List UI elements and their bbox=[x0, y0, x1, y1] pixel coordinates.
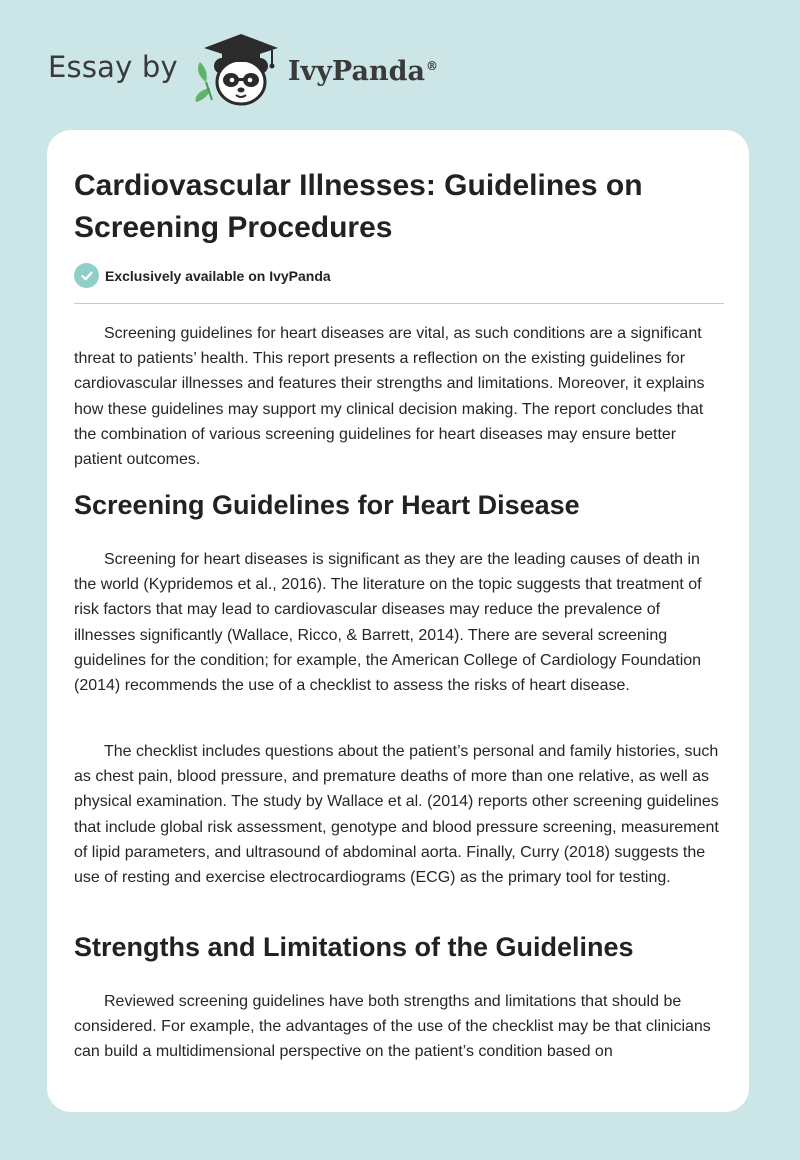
check-circle-icon bbox=[74, 263, 99, 288]
exclusive-badge bbox=[74, 263, 331, 288]
paragraph-strengths-1: Reviewed screening guidelines have both strengths and limitations that should be considered. For example, the advantages of the use of the checklist may be that clinicians can build a multidimensional perspective on the patient’s condition based on bbox=[74, 993, 711, 1061]
panda-graduate-logo-icon bbox=[192, 30, 284, 110]
brand-registered-mark: ® bbox=[425, 58, 438, 73]
brand-prefix: Essay by bbox=[48, 50, 178, 84]
brand-name-text: IvyPanda bbox=[287, 55, 425, 87]
section-heading-strengths: Strengths and Limitations of the Guidelines bbox=[74, 932, 634, 962]
intro-paragraph: Screening guidelines for heart diseases are vital, as such conditions are a significant threat to patients’ health. This report presents a reflection on the existing guidelines for cardiovascular illnesses and features their strengths and limitations. Moreover, it explains how these guidelines may support my clinical decision making. The report concludes that the combination of various screening guidelines for heart diseases may ensure better patient outcomes. bbox=[74, 325, 705, 469]
paragraph-screening-2: The checklist includes questions about the patient’s personal and family histories, such as chest pain, blood pressure, and premature deaths of more than one relative, as well as physical examination. The study by Wallace et al. (2014) reports other screening guidelines that include global risk assessment, genotype and blood pressure screening, measurement of lipid parameters, and ultrasound of abdominal aorta. Finally, Curry (2018) suggests the use of resting and exercise electrocardiograms (ECG) as the primary tool for testing. bbox=[74, 743, 719, 887]
badge-text: Exclusively available on IvyPanda bbox=[105, 267, 331, 284]
paragraph-screening-1: Screening for heart diseases is significant as they are the leading causes of death in the world (Kypridemos et al., 2016). The literature on the topic suggests that treatment of risk factors that may lead to cardiovascular diseases may reduce the prevalence of illnesses significantly (Wallace, Ricco, & Barrett, 2014). There are several screening guidelines for the condition; for example, the American College of Cardiology Foundation (2014) recommends the use of a checklist to assess the risks of heart disease. bbox=[74, 551, 702, 695]
article-title: Cardiovascular Illnesses: Guidelines on Screening Procedures bbox=[74, 169, 643, 244]
divider bbox=[74, 303, 724, 304]
brand-name bbox=[288, 56, 438, 87]
site-brand[interactable] bbox=[48, 30, 438, 110]
section-heading-screening: Screening Guidelines for Heart Disease bbox=[74, 490, 580, 520]
article-card bbox=[47, 130, 749, 1112]
